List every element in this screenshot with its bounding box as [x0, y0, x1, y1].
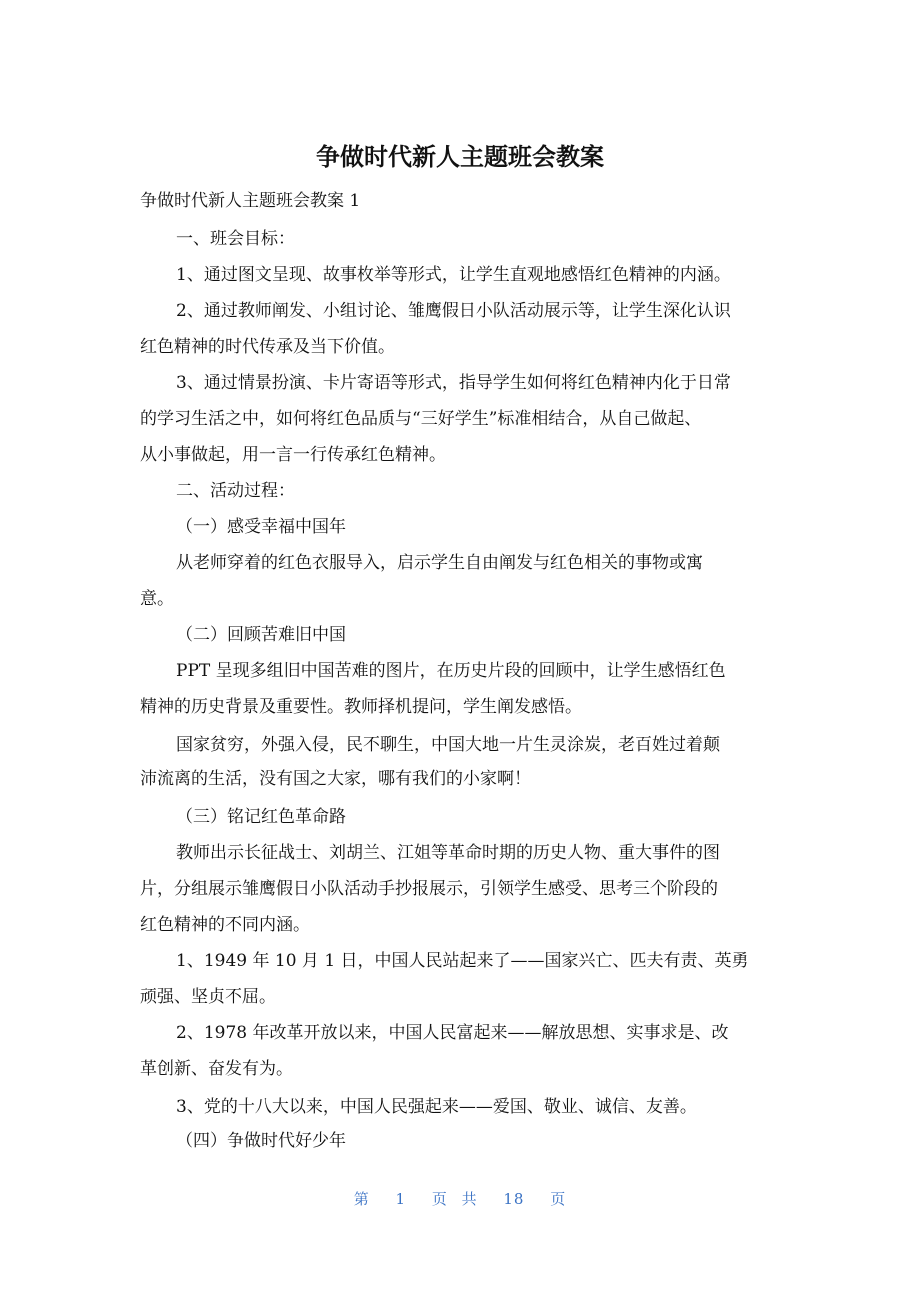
footer-prefix: 第: [353, 1190, 370, 1208]
footer-suffix: 页: [550, 1190, 567, 1208]
paragraph-line: 从老师穿着的红色衣服导入，启示学生自由阐发与红色相关的事物或寓: [176, 553, 703, 573]
paragraph-line: 教师出示长征战士、刘胡兰、江姐等革命时期的历史人物、重大事件的图: [176, 843, 720, 863]
paragraph-line: 片，分组展示雏鹰假日小队活动手抄报展示，引领学生感受、思考三个阶段的: [140, 879, 718, 899]
footer-total-pages: 18: [503, 1190, 525, 1208]
paragraph-line: 二、活动过程：: [176, 481, 295, 501]
paragraph-line: 1、通过图文呈现、故事枚举等形式，让学生直观地感悟红色精神的内涵。: [176, 265, 731, 285]
paragraph-line: （四）争做时代好少年: [176, 1131, 346, 1151]
paragraph-line: 2、通过教师阐发、小组讨论、雏鹰假日小队活动展示等，让学生深化认识: [176, 301, 731, 321]
paragraph-line: 意。: [140, 589, 174, 609]
paragraph-line: 从小事做起，用一言一行传承红色精神。: [140, 445, 446, 465]
paragraph-line: 3、党的十八大以来，中国人民强起来——爱国、敬业、诚信、友善。: [176, 1097, 697, 1117]
paragraph-line: （三）铭记红色革命路: [176, 807, 346, 827]
footer-middle: 页 共: [431, 1190, 478, 1208]
paragraph-line: 红色精神的时代传承及当下价值。: [140, 337, 395, 357]
paragraph-line: 3、通过情景扮演、卡片寄语等形式，指导学生如何将红色精神内化于日常: [176, 373, 731, 393]
paragraph-line: （二）回顾苦难旧中国: [176, 625, 346, 645]
paragraph-line: 的学习生活之中，如何将红色品质与“三好学生”标准相结合，从自己做起、: [140, 409, 702, 429]
paragraph-line: 精神的历史背景及重要性。教师择机提问，学生阐发感悟。: [140, 697, 582, 717]
document-title: 争做时代新人主题班会教案: [316, 143, 604, 171]
paragraph-line: PPT 呈现多组旧中国苦难的图片，在历史片段的回顾中，让学生感悟红色: [176, 661, 726, 681]
footer-current-page: 1: [395, 1190, 407, 1208]
paragraph-line: 红色精神的不同内涵。: [140, 915, 310, 935]
paragraph-line: 革创新、奋发有为。: [140, 1059, 293, 1079]
section-heading: 争做时代新人主题班会教案 1: [140, 191, 361, 211]
page-footer: [0, 1188, 920, 1210]
paragraph-line: 顽强、坚贞不屈。: [140, 987, 276, 1007]
paragraph-line: 2、1978 年改革开放以来，中国人民富起来——解放思想、实事求是、改: [176, 1023, 729, 1043]
paragraph-line: 1、1949 年 10 月 1 日，中国人民站起来了——国家兴亡、匹夫有责、英勇: [176, 951, 749, 971]
paragraph-line: 沛流离的生活，没有国之大家，哪有我们的小家啊！: [140, 769, 531, 789]
paragraph-line: 国家贫穷，外强入侵，民不聊生，中国大地一片生灵涂炭，老百姓过着颠: [176, 735, 720, 755]
paragraph-line: 一、班会目标：: [176, 229, 295, 249]
paragraph-line: （一）感受幸福中国年: [176, 517, 346, 537]
